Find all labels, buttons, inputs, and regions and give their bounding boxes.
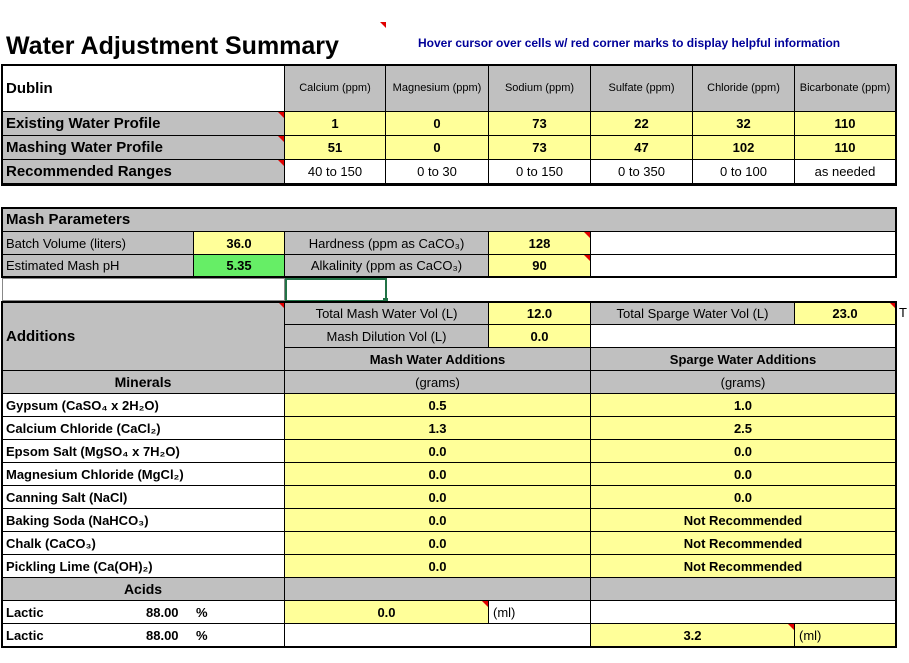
recommended-ranges-label[interactable]	[2, 160, 285, 184]
acid-row-2	[2, 624, 285, 647]
mash-parameters-header: Mash Parameters	[2, 208, 896, 232]
comment-marker[interactable]	[482, 601, 488, 607]
mineral-pickling-lime-label: Pickling Lime (Ca(OH)₂)	[2, 555, 285, 578]
existing-chloride[interactable]: 32	[693, 112, 795, 136]
range-chloride: 0 to 100	[693, 160, 795, 184]
acid-row-1	[2, 601, 285, 624]
acid-2-sparge-unit: (ml)	[795, 624, 896, 647]
empty-cell[interactable]	[2, 278, 285, 301]
comment-marker[interactable]	[278, 302, 284, 308]
mineral-baking-soda-mash[interactable]: 0.0	[285, 509, 591, 532]
alkalinity-label: Alkalinity (ppm as CaCO₃)	[285, 255, 489, 277]
comment-marker[interactable]	[278, 160, 284, 166]
column-header-sulfate: Sulfate (ppm)	[591, 65, 693, 112]
mineral-calcium-chloride-mash[interactable]: 1.3	[285, 417, 591, 440]
range-sodium: 0 to 150	[489, 160, 591, 184]
mineral-gypsum-label: Gypsum (CaSO₄ x 2H₂O)	[2, 394, 285, 417]
mash-blank-2	[591, 255, 896, 277]
batch-volume-value[interactable]: 36.0	[194, 232, 285, 255]
dilution-blank	[591, 325, 896, 348]
mineral-baking-soda-label: Baking Soda (NaHCO₃)	[2, 509, 285, 532]
acid-1-name: Lactic	[6, 604, 44, 620]
acids-header-blank-mash	[285, 578, 591, 601]
mash-blank-1	[591, 232, 896, 255]
overflow-text: T	[899, 305, 907, 320]
additions-header-text: Additions	[6, 327, 76, 345]
comment-marker[interactable]	[584, 255, 590, 261]
mineral-calcium-chloride-label: Calcium Chloride (CaCl₂)	[2, 417, 285, 440]
existing-water-text: Existing Water Profile	[6, 115, 161, 132]
mineral-pickling-lime-mash[interactable]: 0.0	[285, 555, 591, 578]
range-bicarbonate: as needed	[795, 160, 896, 184]
dilution-label: Mash Dilution Vol (L)	[285, 325, 489, 348]
total-sparge-value[interactable]	[795, 302, 896, 325]
mineral-canning-salt-label: Canning Salt (NaCl)	[2, 486, 285, 509]
mineral-canning-salt-sparge[interactable]: 0.0	[591, 486, 896, 509]
acid-1-percent: %	[196, 604, 208, 620]
existing-water-label[interactable]	[2, 112, 285, 136]
mineral-magnesium-chloride-mash[interactable]: 0.0	[285, 463, 591, 486]
mineral-magnesium-chloride-sparge[interactable]: 0.0	[591, 463, 896, 486]
acids-header-blank-sparge	[591, 578, 896, 601]
acid-2-sparge[interactable]	[591, 624, 795, 647]
acid-2-strength[interactable]: 88.00	[146, 627, 179, 643]
acid-2-sparge-text: 3.2	[683, 627, 702, 643]
mashing-water-label[interactable]	[2, 136, 285, 160]
mineral-chalk-sparge: Not Recommended	[591, 532, 896, 555]
mashing-chloride[interactable]: 102	[693, 136, 795, 160]
mashing-sulfate[interactable]: 47	[591, 136, 693, 160]
sparge-grams-label: (grams)	[591, 371, 896, 394]
acids-header: Acids	[2, 578, 285, 601]
acid-1-mash-text: 0.0	[377, 604, 396, 620]
acid-1-mash-unit: (ml)	[489, 601, 591, 624]
comment-marker[interactable]	[788, 624, 794, 630]
selected-cell[interactable]	[285, 278, 387, 302]
acid-2-name: Lactic	[6, 627, 44, 643]
profile-name: Dublin	[2, 65, 285, 112]
mineral-chalk-label: Chalk (CaCO₃)	[2, 532, 285, 555]
mineral-epsom-salt-mash[interactable]: 0.0	[285, 440, 591, 463]
mineral-epsom-salt-label: Epsom Salt (MgSO₄ x 7H₂O)	[2, 440, 285, 463]
column-header-chloride: Chloride (ppm)	[693, 65, 795, 112]
hardness-value[interactable]	[489, 232, 591, 255]
existing-bicarbonate[interactable]: 110	[795, 112, 896, 136]
range-magnesium: 0 to 30	[386, 160, 489, 184]
mashing-bicarbonate[interactable]: 110	[795, 136, 896, 160]
mineral-chalk-mash[interactable]: 0.0	[285, 532, 591, 555]
comment-marker[interactable]	[584, 232, 590, 238]
acid-1-strength[interactable]: 88.00	[146, 604, 179, 620]
mineral-baking-soda-sparge: Not Recommended	[591, 509, 896, 532]
acid-2-mash	[285, 624, 591, 647]
comment-marker[interactable]	[278, 136, 284, 142]
alkalinity-value[interactable]	[489, 255, 591, 277]
comment-marker[interactable]	[889, 302, 895, 308]
existing-sodium[interactable]: 73	[489, 112, 591, 136]
mash-grams-label: (grams)	[285, 371, 591, 394]
column-header-sodium: Sodium (ppm)	[489, 65, 591, 112]
page-title: Water Adjustment Summary	[6, 32, 339, 60]
column-header-bicarbonate: Bicarbonate (ppm)	[795, 65, 896, 112]
mashing-calcium[interactable]: 51	[285, 136, 386, 160]
existing-calcium[interactable]: 1	[285, 112, 386, 136]
comment-marker[interactable]	[380, 22, 386, 28]
acid-1-mash[interactable]	[285, 601, 489, 624]
acid-2-percent: %	[196, 627, 208, 643]
mineral-pickling-lime-sparge: Not Recommended	[591, 555, 896, 578]
total-mash-label: Total Mash Water Vol (L)	[285, 302, 489, 325]
additions-header	[2, 302, 285, 371]
batch-volume-label: Batch Volume (liters)	[2, 232, 194, 255]
dilution-value[interactable]: 0.0	[489, 325, 591, 348]
recommended-ranges-text: Recommended Ranges	[6, 163, 172, 180]
hint-text: Hover cursor over cells w/ red corner marks to display helpful information	[418, 36, 841, 50]
mineral-magnesium-chloride-label: Magnesium Chloride (MgCl₂)	[2, 463, 285, 486]
hardness-label: Hardness (ppm as CaCO₃)	[285, 232, 489, 255]
hardness-text: 128	[528, 235, 551, 251]
acid-1-sparge	[591, 601, 896, 624]
minerals-header: Minerals	[2, 371, 285, 394]
range-sulfate: 0 to 350	[591, 160, 693, 184]
mineral-canning-salt-mash[interactable]: 0.0	[285, 486, 591, 509]
existing-sulfate[interactable]: 22	[591, 112, 693, 136]
mineral-gypsum-mash[interactable]: 0.5	[285, 394, 591, 417]
total-sparge-label: Total Sparge Water Vol (L)	[591, 302, 795, 325]
mash-ph-value[interactable]: 5.35	[194, 255, 285, 277]
mineral-calcium-chloride-sparge[interactable]: 2.5	[591, 417, 896, 440]
mashing-water-text: Mashing Water Profile	[6, 139, 163, 156]
alkalinity-text: 90	[532, 258, 547, 273]
existing-magnesium[interactable]: 0	[386, 112, 489, 136]
mashing-magnesium[interactable]: 0	[386, 136, 489, 160]
total-sparge-text: 23.0	[832, 305, 858, 321]
total-mash-value[interactable]: 12.0	[489, 302, 591, 325]
comment-marker[interactable]	[278, 112, 284, 118]
mineral-gypsum-sparge[interactable]: 1.0	[591, 394, 896, 417]
column-header-calcium: Calcium (ppm)	[285, 65, 386, 112]
range-calcium: 40 to 150	[285, 160, 386, 184]
mashing-sodium[interactable]: 73	[489, 136, 591, 160]
mineral-epsom-salt-sparge[interactable]: 0.0	[591, 440, 896, 463]
mash-ph-label: Estimated Mash pH	[2, 255, 194, 277]
sparge-additions-header: Sparge Water Additions	[591, 348, 896, 371]
column-header-magnesium: Magnesium (ppm)	[386, 65, 489, 112]
mash-additions-header: Mash Water Additions	[285, 348, 591, 371]
